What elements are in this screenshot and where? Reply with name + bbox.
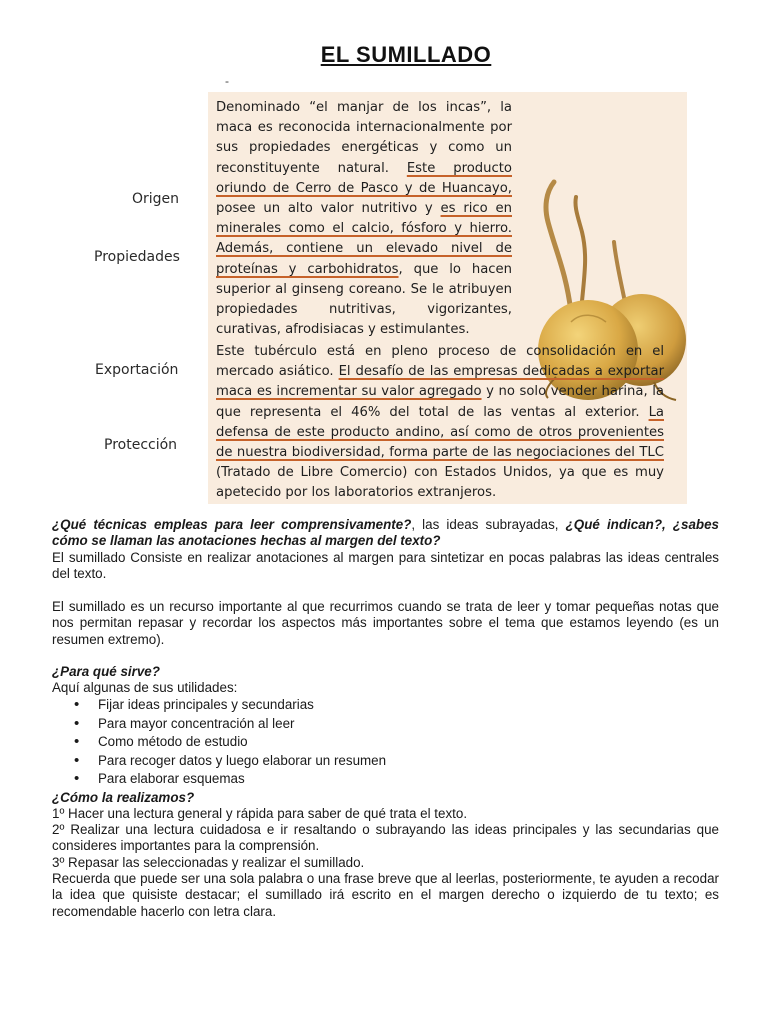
page-title: EL SUMILLADO	[320, 42, 492, 67]
maca-text-figure	[208, 92, 687, 504]
margin-label-proteccion: Protección	[104, 437, 178, 453]
step-3: 3º Repasar las seleccionadas y realizar el sumillado.	[52, 855, 365, 870]
stray-dash: -	[225, 74, 229, 88]
figure-paragraph-2	[216, 342, 664, 504]
margin-label-origen: Origen	[132, 191, 180, 207]
p1-text-c: , que lo hacen superior al ginseng coreano. Se le atribuyen propiedades nutritivas, vigorizantes, curativas, afrodisiacas y estimulantes.	[216, 261, 512, 338]
step-2: 2º Realizar una lectura cuidadosa e ir resaltando o subrayando las ideas principales y las secundarias que consideres importantes para la comprensión.	[52, 822, 719, 854]
p1-text-b: posee un alto valor nutritivo y	[216, 201, 441, 217]
p1-underline-origin: Este producto oriundo de Cerro de Pasco y de Huancayo,	[216, 160, 512, 196]
p2-underline-export: El desafío de las empresas dedicadas a exportar maca es incrementar su valor agregado	[216, 364, 665, 400]
list-item: • Fijar ideas principales y secundarias	[52, 696, 719, 715]
p2-text-b: y no solo vender harina, la que representa el 46% del total de las ventas al exterior.	[216, 384, 664, 420]
question-techniques: ¿Qué técnicas empleas para leer comprensivamente?	[52, 517, 412, 532]
closing-paragraph: Recuerda que puede ser una sola palabra o una frase breve que al leerlas, posteriormente, te ayuden a recodar la idea que quisiste destacar; el sumillado irá escrito en el margen derecho o izquierdo de tu texto; es recomendable hacerlo con letra clara.	[52, 871, 719, 919]
uses-intro: Aquí algunas de sus utilidades:	[52, 680, 238, 695]
question-annotations: ¿Qué indican?, ¿sabes cómo se llaman las anotaciones hechas al margen del texto?	[52, 517, 719, 549]
p1-underline-properties: es rico en minerales como el calcio, fósforo y hierro. Además, contiene un elevado nivel de proteínas y carbohidratos	[216, 201, 512, 277]
p2-text-c: (Tratado de Libre Comercio) con Estados Unidos, ya que es muy apetecido por los laboratorios extranjeros.	[216, 465, 664, 501]
list-item: • Para elaborar esquemas	[52, 770, 719, 789]
p2-text-a: Este tubérculo está en pleno proceso de consolidación en el mercado asiático.	[216, 344, 664, 380]
margin-label-propiedades: Propiedades	[94, 249, 180, 265]
definition-paragraph: El sumillado Consiste en realizar anotaciones al margen para sintetizar en pocas palabras las ideas centrales del texto.	[52, 550, 719, 582]
importance-paragraph: El sumillado es un recurso importante al que recurrimos cuando se trata de leer y tomar pequeñas notas que nos permitan repasar y recordar los aspectos más importantes sobre el tema que estamos leyendo (es un resumen extremo).	[52, 599, 719, 647]
heading-como-realizamos: ¿Cómo la realizamos?	[52, 790, 195, 805]
question-mid-text: , las ideas subrayadas,	[411, 517, 566, 532]
margin-label-exportacion: Exportación	[95, 362, 179, 378]
heading-para-que-sirve: ¿Para qué sirve?	[52, 664, 160, 679]
figure-paragraph-1	[216, 98, 512, 340]
step-1: 1º Hacer una lectura general y rápida para saber de qué trata el texto.	[52, 806, 468, 821]
intro-questions	[52, 517, 719, 550]
p1-text-a: Denominado “el manjar de los incas”, la maca es reconocida internacionalmente por sus propiedades energéticas y como un reconstituyente natural.	[216, 100, 512, 176]
uses-list	[52, 696, 719, 789]
list-item: • Como método de estudio	[52, 733, 719, 752]
p2-underline-protection: La defensa de este producto andino, así como de otros provenientes de nuestra biodiversidad, forma parte de las negociaciones del TLC	[216, 404, 664, 461]
list-item: • Para mayor concentración al leer	[52, 715, 719, 734]
list-item: • Para recoger datos y luego elaborar un resumen	[52, 752, 719, 771]
